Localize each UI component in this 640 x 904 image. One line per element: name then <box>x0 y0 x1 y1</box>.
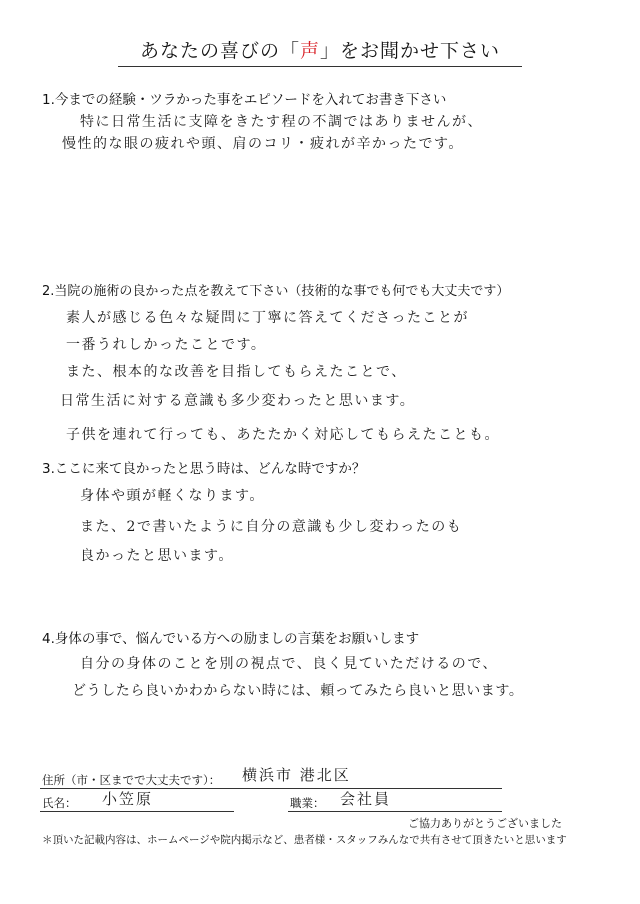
answer-4-line-2: どうしたら良いかわからない時には、頼ってみたら良いと思います。 <box>72 683 524 699</box>
job-underline <box>288 811 502 812</box>
answer-4-line-1: 自分の身体のことを別の視点で、良く見ていただけるので、 <box>80 656 498 672</box>
answer-2-line-1: 素人が感じる色々な疑問に丁寧に答えてくださったことが <box>66 310 469 326</box>
name-label: 氏名： <box>42 796 77 810</box>
name-underline <box>40 811 234 812</box>
title-before: あなたの喜びの「 <box>139 40 300 62</box>
title-after: 」をお聞かせ下さい <box>320 40 501 62</box>
answer-3-line-3: 良かったと思います。 <box>80 548 234 564</box>
answer-2-line-2: 一番うれしかったことです。 <box>66 337 267 353</box>
thanks-text: ご協力ありがとうございました <box>408 817 562 830</box>
job-value: 会社員 <box>340 790 392 808</box>
job-label: 職業： <box>290 796 325 810</box>
answer-3-line-1: 身体や頭が軽くなります。 <box>80 488 265 504</box>
title-underline <box>118 66 522 67</box>
title-highlight: 声 <box>299 40 320 62</box>
footnote: ＊頂いた記載内容は、ホームページや院内掲示など、患者様・スタッフみんなで共有させて頂きたいと思います <box>42 834 567 846</box>
question-1-label: 1.今までの経験・ツラかった事をエピソードを入れてお書き下さい <box>42 92 447 108</box>
answer-1-line-2: 慢性的な眼の疲れや頭、肩のコリ・疲れが辛かったです。 <box>62 136 464 152</box>
name-value: 小笠原 <box>102 790 154 808</box>
answer-3-line-2: また、2で書いたように自分の意識も少し変わったのも <box>80 519 463 535</box>
address-label: 住所（市・区までで大丈夫です）： <box>42 773 221 787</box>
question-2-label: 2.当院の施術の良かった点を教えて下さい（技術的な事でも何でも大丈夫です） <box>42 284 510 299</box>
form-title <box>0 36 640 63</box>
answer-2-line-3: また、根本的な改善を目指してもらえたことで、 <box>66 364 407 380</box>
answer-2-line-4: 日常生活に対する意識も多少変わったと思います。 <box>60 393 416 409</box>
question-3-label: 3.ここに来て良かったと思う時は、どんな時ですか？ <box>42 461 366 477</box>
question-4-label: 4.身体の事で、悩んでいる方への励ましの言葉をお願いします <box>42 631 420 647</box>
address-value: 横浜市 港北区 <box>242 766 351 784</box>
answer-2-line-5: 子供を連れて行っても、あたたかく対応してもらえたことも。 <box>66 427 500 443</box>
answer-1-line-1: 特に日常生活に支障をきたす程の不調ではありませんが、 <box>80 114 483 130</box>
